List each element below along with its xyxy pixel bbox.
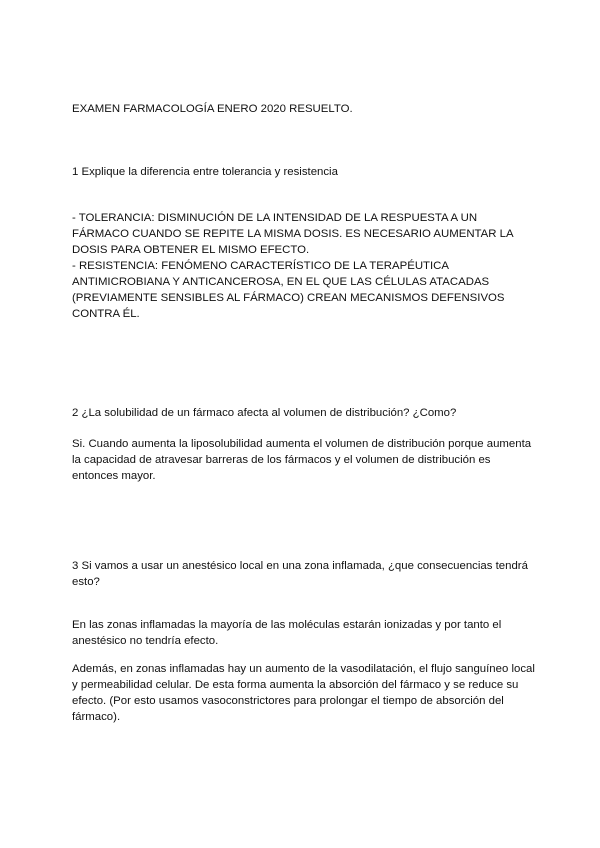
answer-2-line: Si. Cuando aumenta la liposolubilidad aumenta el volumen de distribución porque aumenta bbox=[72, 438, 532, 450]
answer-1-line: CONTRA ÉL. bbox=[72, 308, 140, 320]
answer-1-line: - TOLERANCIA: DISMINUCIÓN DE LA INTENSIDAD DE LA RESPUESTA A UN bbox=[72, 212, 478, 224]
answer-3-line: En las zonas inflamadas la mayoría de las moléculas estarán ionizadas y por tanto el bbox=[72, 619, 502, 631]
answer-1-line: ANTIMICROBIANA Y ANTICANCEROSA, EN EL QUE LAS CÉLULAS ATACADAS bbox=[72, 276, 490, 288]
answer-1-line: (PREVIAMENTE SENSIBLES AL FÁRMACO) CREAN MECANISMOS DEFENSIVOS bbox=[72, 292, 505, 304]
page-title: EXAMEN FARMACOLOGÍA ENERO 2020 RESUELTO. bbox=[72, 103, 353, 115]
answer-3-line: fármaco). bbox=[72, 711, 121, 723]
question-3-line: 3 Si vamos a usar un anestésico local en una zona inflamada, ¿que consecuencias tendrá bbox=[72, 560, 528, 572]
answer-1-line: FÁRMACO CUANDO SE REPITE LA MISMA DOSIS. ES NECESARIO AUMENTAR LA bbox=[72, 228, 514, 240]
question-1: 1 Explique la diferencia entre tolerancia y resistencia bbox=[72, 166, 338, 178]
answer-3-line: efecto. (Por esto usamos vasoconstrictores para prolongar el tiempo de absorción del bbox=[72, 695, 504, 707]
answer-3-line: y permeabilidad celular. De esta forma aumenta la absorción del fármaco y se reduce su bbox=[72, 679, 519, 691]
answer-2-line: entonces mayor. bbox=[72, 470, 156, 482]
answer-3-line: anestésico no tendría efecto. bbox=[72, 635, 219, 647]
question-3-line: esto? bbox=[72, 576, 100, 588]
answer-3-line: Además, en zonas inflamadas hay un aumento de la vasodilatación, el flujo sanguíneo local bbox=[72, 663, 535, 675]
answer-1-line: - RESISTENCIA: FENÓMENO CARACTERÍSTICO DE LA TERAPÉUTICA bbox=[72, 260, 450, 272]
question-2: 2 ¿La solubilidad de un fármaco afecta al volumen de distribución? ¿Como? bbox=[72, 407, 457, 419]
answer-1-line: DOSIS PARA OBTENER EL MISMO EFECTO. bbox=[72, 244, 310, 256]
answer-2-line: la capacidad de atravesar barreras de los fármacos y el volumen de distribución es bbox=[72, 454, 491, 466]
